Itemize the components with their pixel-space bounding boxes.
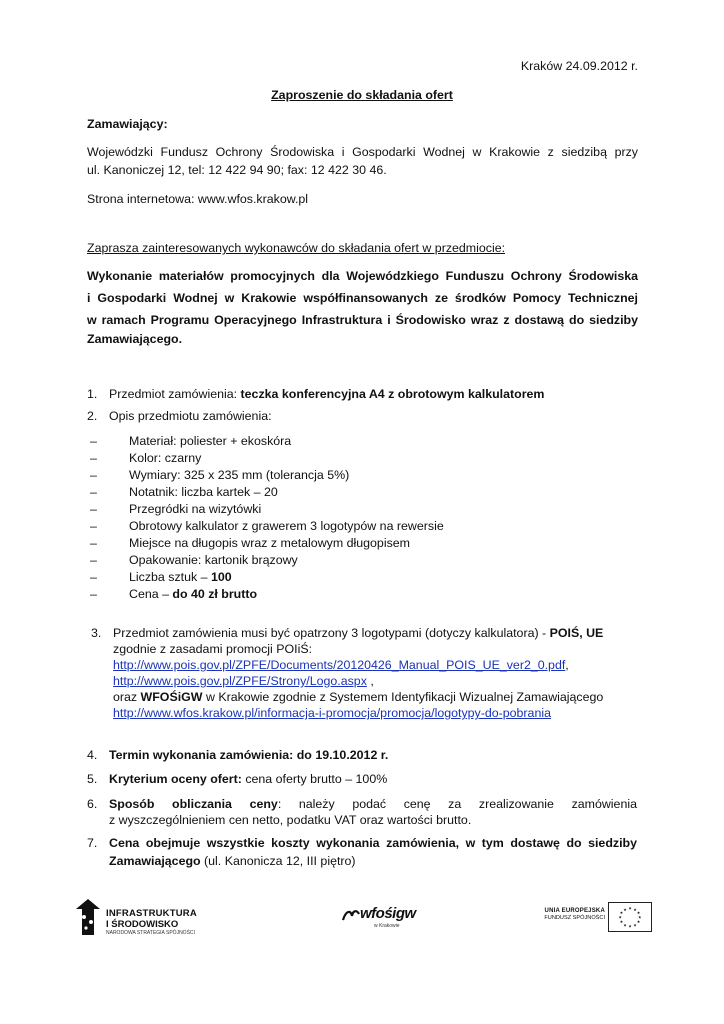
item-3 bbox=[0, 626, 724, 726]
item-2 bbox=[0, 409, 724, 427]
item-3-number: 3. bbox=[91, 626, 102, 640]
item-7-line2-bold: Zamawiającego bbox=[109, 854, 201, 868]
item-1-text bbox=[109, 387, 544, 401]
eu-flag-icon bbox=[608, 902, 652, 932]
infrastruktura-emblem-icon bbox=[74, 897, 102, 937]
ue-logo-line1: UNIA EUROPEJSKA bbox=[544, 908, 605, 914]
spec-dash: – bbox=[90, 553, 97, 567]
item-1-number: 1. bbox=[87, 387, 98, 401]
item-6-word: podać bbox=[352, 797, 387, 811]
item-1-bold: teczka konferencyjna A4 z obrotowym kalkulatorem bbox=[240, 387, 545, 401]
item-3-line1-bold: POIŚ, UE bbox=[549, 626, 604, 640]
item-3-line5 bbox=[113, 690, 603, 704]
wfosigw-logo-sub: w Krakowie bbox=[374, 923, 400, 929]
ordering-website: Strona internetowa: www.wfos.krakow.pl bbox=[87, 192, 309, 206]
item-5-number: 5. bbox=[87, 772, 98, 786]
item-6-word: zamówienia bbox=[571, 797, 637, 811]
svg-text:★: ★ bbox=[619, 910, 624, 916]
eu-stars-icon bbox=[609, 903, 651, 931]
item-5-rest: cena oferty brutto – 100% bbox=[241, 772, 388, 786]
ordering-party-line2: ul. Kanoniczej 12, tel: 12 422 94 90; fax: 12 422 30 46. bbox=[87, 163, 387, 177]
item-3-line3 bbox=[113, 658, 569, 672]
spec-text bbox=[129, 587, 257, 601]
svg-text:★: ★ bbox=[633, 922, 637, 928]
wfosigw-wave-icon bbox=[342, 906, 360, 924]
svg-text:★: ★ bbox=[633, 906, 637, 912]
spec-label: Cena – bbox=[129, 587, 173, 601]
infrastruktura-logo-line2: I ŚRODOWISKO bbox=[106, 919, 179, 930]
spec-list bbox=[0, 434, 724, 604]
ue-logo-line2: FUNDUSZ SPÓJNOŚCI bbox=[544, 915, 605, 921]
ordering-party-label: Zamawiający: bbox=[87, 117, 168, 131]
item-7-line2 bbox=[109, 854, 356, 868]
wfosigw-logo bbox=[342, 903, 422, 933]
spec-text bbox=[129, 570, 232, 584]
spec-label: Liczba sztuk – bbox=[129, 570, 211, 584]
item-4 bbox=[0, 748, 724, 766]
infrastruktura-logo bbox=[74, 897, 204, 939]
spec-dash: – bbox=[90, 587, 97, 601]
document-title: Zaproszenie do składania ofert bbox=[271, 88, 453, 102]
item-6-word: za bbox=[448, 797, 462, 811]
link2-suffix: , bbox=[366, 674, 374, 688]
item-6-line1 bbox=[109, 797, 637, 811]
item-1-label: Przedmiot zamówienia: bbox=[109, 387, 241, 401]
item-3-line4 bbox=[113, 674, 374, 688]
subject-line-1: Wykonanie materiałów promocyjnych dla Wojewódzkiego Funduszu Ochrony Środowiska bbox=[87, 269, 638, 283]
spec-text: Notatnik: liczba kartek – 20 bbox=[129, 485, 278, 499]
spec-text: Wymiary: 325 x 235 mm (tolerancja 5%) bbox=[129, 468, 350, 482]
item-5-bold: Kryterium oceny ofert: bbox=[109, 772, 242, 786]
svg-text:★: ★ bbox=[638, 914, 642, 920]
document-date: Kraków 24.09.2012 r. bbox=[520, 59, 638, 73]
spec-dash: – bbox=[90, 451, 97, 465]
invite-intro: Zaprasza zainteresowanych wykonawców do składania ofert w przedmiocie: bbox=[87, 241, 506, 255]
spec-dash: – bbox=[90, 468, 97, 482]
svg-text:★: ★ bbox=[636, 919, 641, 924]
infrastruktura-logo-line1: INFRASTRUKTURA bbox=[106, 908, 197, 919]
infrastruktura-logo-line3: NARODOWA STRATEGIA SPÓJNOŚCI bbox=[106, 930, 195, 936]
item-6-word: cenę bbox=[403, 797, 431, 811]
svg-text:★: ★ bbox=[628, 923, 632, 929]
spec-dash: – bbox=[90, 519, 97, 533]
subject-line-4: Zamawiającego. bbox=[87, 332, 183, 346]
spec-text: Kolor: czarny bbox=[129, 451, 202, 465]
svg-text:★: ★ bbox=[623, 906, 627, 912]
svg-text:★: ★ bbox=[623, 922, 627, 928]
item-4-number: 4. bbox=[87, 748, 98, 762]
item-6-number: 6. bbox=[87, 797, 98, 811]
item-3-line2: zgodnie z zasadami promocji POIiŚ: bbox=[113, 642, 313, 656]
item-1 bbox=[0, 387, 724, 405]
spec-dash: – bbox=[90, 434, 97, 448]
spec-text: Materiał: poliester + ekoskóra bbox=[129, 434, 292, 448]
spec-dash: – bbox=[90, 570, 97, 584]
spec-bold: do 40 zł brutto bbox=[172, 587, 258, 601]
svg-text:★: ★ bbox=[618, 914, 622, 920]
subject-line-2: i Gospodarki Wodnej w Krakowie współfinansowanych ze środków Pomocy Technicznej bbox=[87, 291, 638, 305]
item-2-number: 2. bbox=[87, 409, 98, 423]
item-6-line2: z wyszczególnieniem cen netto, podatku VAT oraz wartości brutto. bbox=[109, 813, 472, 827]
item-7-number: 7. bbox=[87, 836, 98, 850]
pois-manual-link[interactable]: http://www.pois.gov.pl/ZPFE/Documents/20120426_Manual_POIS_UE_ver2_0.pdf bbox=[113, 658, 566, 672]
item-6-word: obliczania bbox=[172, 797, 232, 811]
line5-post: w Krakowie zgodnie z Systemem Identyfikacji Wizualnej Zamawiającego bbox=[202, 690, 604, 704]
pois-logo-link[interactable]: http://www.pois.gov.pl/ZPFE/Strony/Logo.aspx bbox=[113, 674, 367, 688]
ordering-party-line1: Wojewódzki Fundusz Ochrony Środowiska i Gospodarki Wodnej w Krakowie z siedzibą przy bbox=[87, 145, 638, 159]
spec-bold: 100 bbox=[210, 570, 232, 584]
item-5 bbox=[0, 772, 724, 790]
spec-dash: – bbox=[90, 536, 97, 550]
spec-text: Opakowanie: kartonik brązowy bbox=[129, 553, 298, 567]
spec-dash: – bbox=[90, 502, 97, 516]
subject-line-3: w ramach Programu Operacyjnego Infrastruktura i Środowisko wraz z dostawą do siedziby bbox=[87, 313, 638, 327]
item-6-word: należy bbox=[298, 797, 335, 811]
wfosigw-logo-text: wfośigw bbox=[360, 905, 416, 922]
svg-text:★: ★ bbox=[636, 910, 641, 916]
line5-bold: WFOŚiGW bbox=[140, 690, 203, 704]
ue-logo-text bbox=[530, 908, 605, 928]
item-7-line2-text: (ul. Kanonicza 12, III piętro) bbox=[200, 854, 356, 868]
spec-text: Obrotowy kalkulator z grawerem 3 logotypów na rewersie bbox=[129, 519, 444, 533]
spec-text: Przegródki na wizytówki bbox=[129, 502, 262, 516]
line5-pre: oraz bbox=[113, 690, 141, 704]
item-5-text bbox=[109, 772, 387, 786]
item-3-line1-text: Przedmiot zamówienia musi być opatrzony 3 logotypami (dotyczy kalkulatora) - bbox=[113, 626, 550, 640]
item-3-line6 bbox=[113, 706, 551, 720]
svg-text:★: ★ bbox=[628, 905, 632, 911]
item-6-bold-word: ceny bbox=[249, 797, 278, 811]
spec-dash: – bbox=[90, 485, 97, 499]
item-6 bbox=[0, 797, 724, 833]
item-7-line1: Cena obejmuje wszystkie koszty wykonania zamówienia, w tym dostawę do siedziby bbox=[109, 836, 637, 850]
item-6-colon: : bbox=[277, 797, 282, 811]
wfos-logos-link[interactable]: http://www.wfos.krakow.pl/informacja-i-promocja/promocja/logotypy-do-pobrania bbox=[113, 706, 551, 720]
item-6-word bbox=[250, 797, 282, 811]
item-2-text: Opis przedmiotu zamówienia: bbox=[109, 409, 272, 423]
item-7 bbox=[0, 836, 724, 876]
spec-text: Miejsce na długopis wraz z metalowym długopisem bbox=[129, 536, 410, 550]
item-3-line1 bbox=[113, 626, 603, 640]
item-6-word: Sposób bbox=[109, 797, 155, 811]
item-4-text: Termin wykonania zamówienia: do 19.10.2012 r. bbox=[109, 748, 389, 762]
svg-text:★: ★ bbox=[619, 919, 624, 924]
item-6-word: zrealizowanie bbox=[478, 797, 554, 811]
link1-suffix: , bbox=[565, 658, 569, 672]
